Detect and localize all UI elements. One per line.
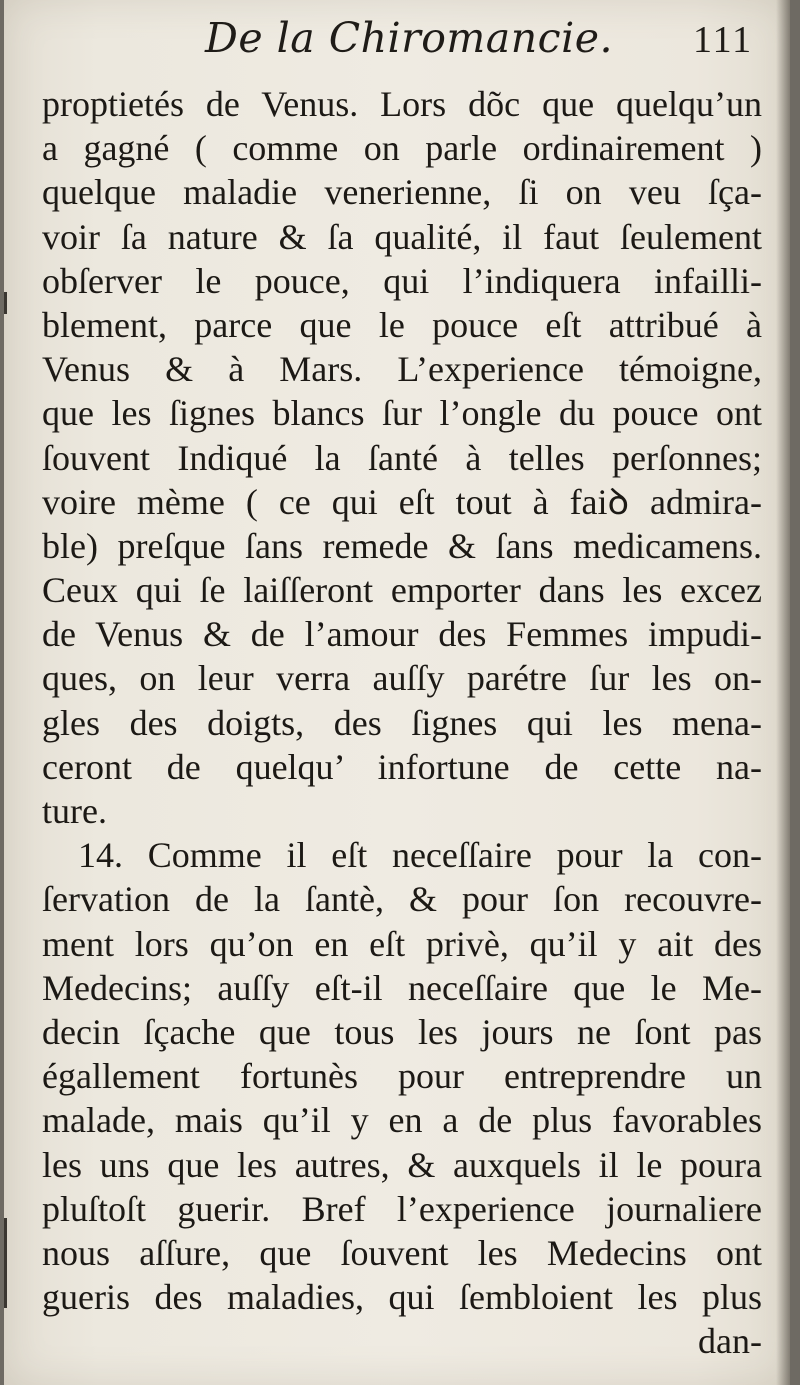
text-line: ques, on leur verra auſſy parétre ſur les on-	[42, 658, 762, 699]
page-number: 111	[693, 19, 754, 61]
text-line: proptietés de Venus. Lors dõc que quelqu’un	[42, 84, 762, 124]
text-line: gles des doigts, des ſignes qui les mena-	[42, 702, 762, 743]
running-title: De la Chiromancie.	[205, 14, 614, 62]
text-line: malade, mais qu’il y en a de plus favorables	[42, 1100, 762, 1141]
paragraph-start-line: 14. Comme il eſt neceſſaire pour la con-	[78, 835, 762, 876]
body-text	[42, 82, 762, 1363]
text-line: voir ſa nature & ſa qualité, il faut ſeulement	[42, 216, 762, 257]
text-line: Medecins; auſſy eſt-il neceſſaire que le Me-	[42, 967, 762, 1008]
text-line: égallement fortunès pour entreprendre un	[42, 1056, 762, 1097]
text-line: les uns que les autres, & auxquels il le poura	[42, 1144, 762, 1185]
text-line: ture.	[42, 791, 107, 831]
gutter-mark	[4, 1218, 7, 1308]
text-line: voire mème ( ce qui eſt tout à faiꝺ admira-	[42, 481, 762, 522]
text-line: pluſtoſt guerir. Bref l’experience journaliere	[42, 1188, 762, 1229]
text-line: Ceux qui ſe laiſſeront emporter dans les excez	[42, 570, 762, 611]
text-line: ment lors qu’on en eſt privè, qu’il y ait des	[42, 923, 762, 964]
text-line: blement, parce que le pouce eſt attribué à	[42, 304, 762, 345]
text-line: ceront de quelqu’ infortune de cette na-	[42, 746, 762, 787]
text-line: ble) preſque ſans remede & ſans medicamens.	[42, 525, 762, 566]
text-line: quelque maladie venerienne, ſi on veu ſça-	[42, 172, 762, 213]
page-header	[0, 14, 800, 78]
text-line: obſerver le pouce, qui l’indiquera infailli-	[42, 260, 762, 301]
text-line: decin ſçache que tous les jours ne ſont pas	[42, 1011, 762, 1052]
text-line: ſervation de la ſantè, & pour ſon recouvre-	[42, 879, 762, 920]
text-line: que les ſignes blancs ſur l’ongle du pouce ont	[42, 393, 762, 434]
text-line: de Venus & de l’amour des Femmes impudi-	[42, 614, 762, 655]
text-line: gueris des maladies, qui ſembloient les plus	[42, 1277, 762, 1318]
catchword: dan-	[698, 1321, 762, 1362]
page-edge-shadow	[776, 0, 790, 1385]
gutter-mark	[4, 292, 7, 314]
text-line: a gagné ( comme on parle ordinairement )	[42, 128, 762, 169]
text-line: nous aſſure, que ſouvent les Medecins ont	[42, 1232, 762, 1273]
text-line: Venus & à Mars. L’experience témoigne,	[42, 349, 762, 390]
text-line: ſouvent Indiqué la ſanté à telles perſonnes;	[42, 437, 762, 478]
